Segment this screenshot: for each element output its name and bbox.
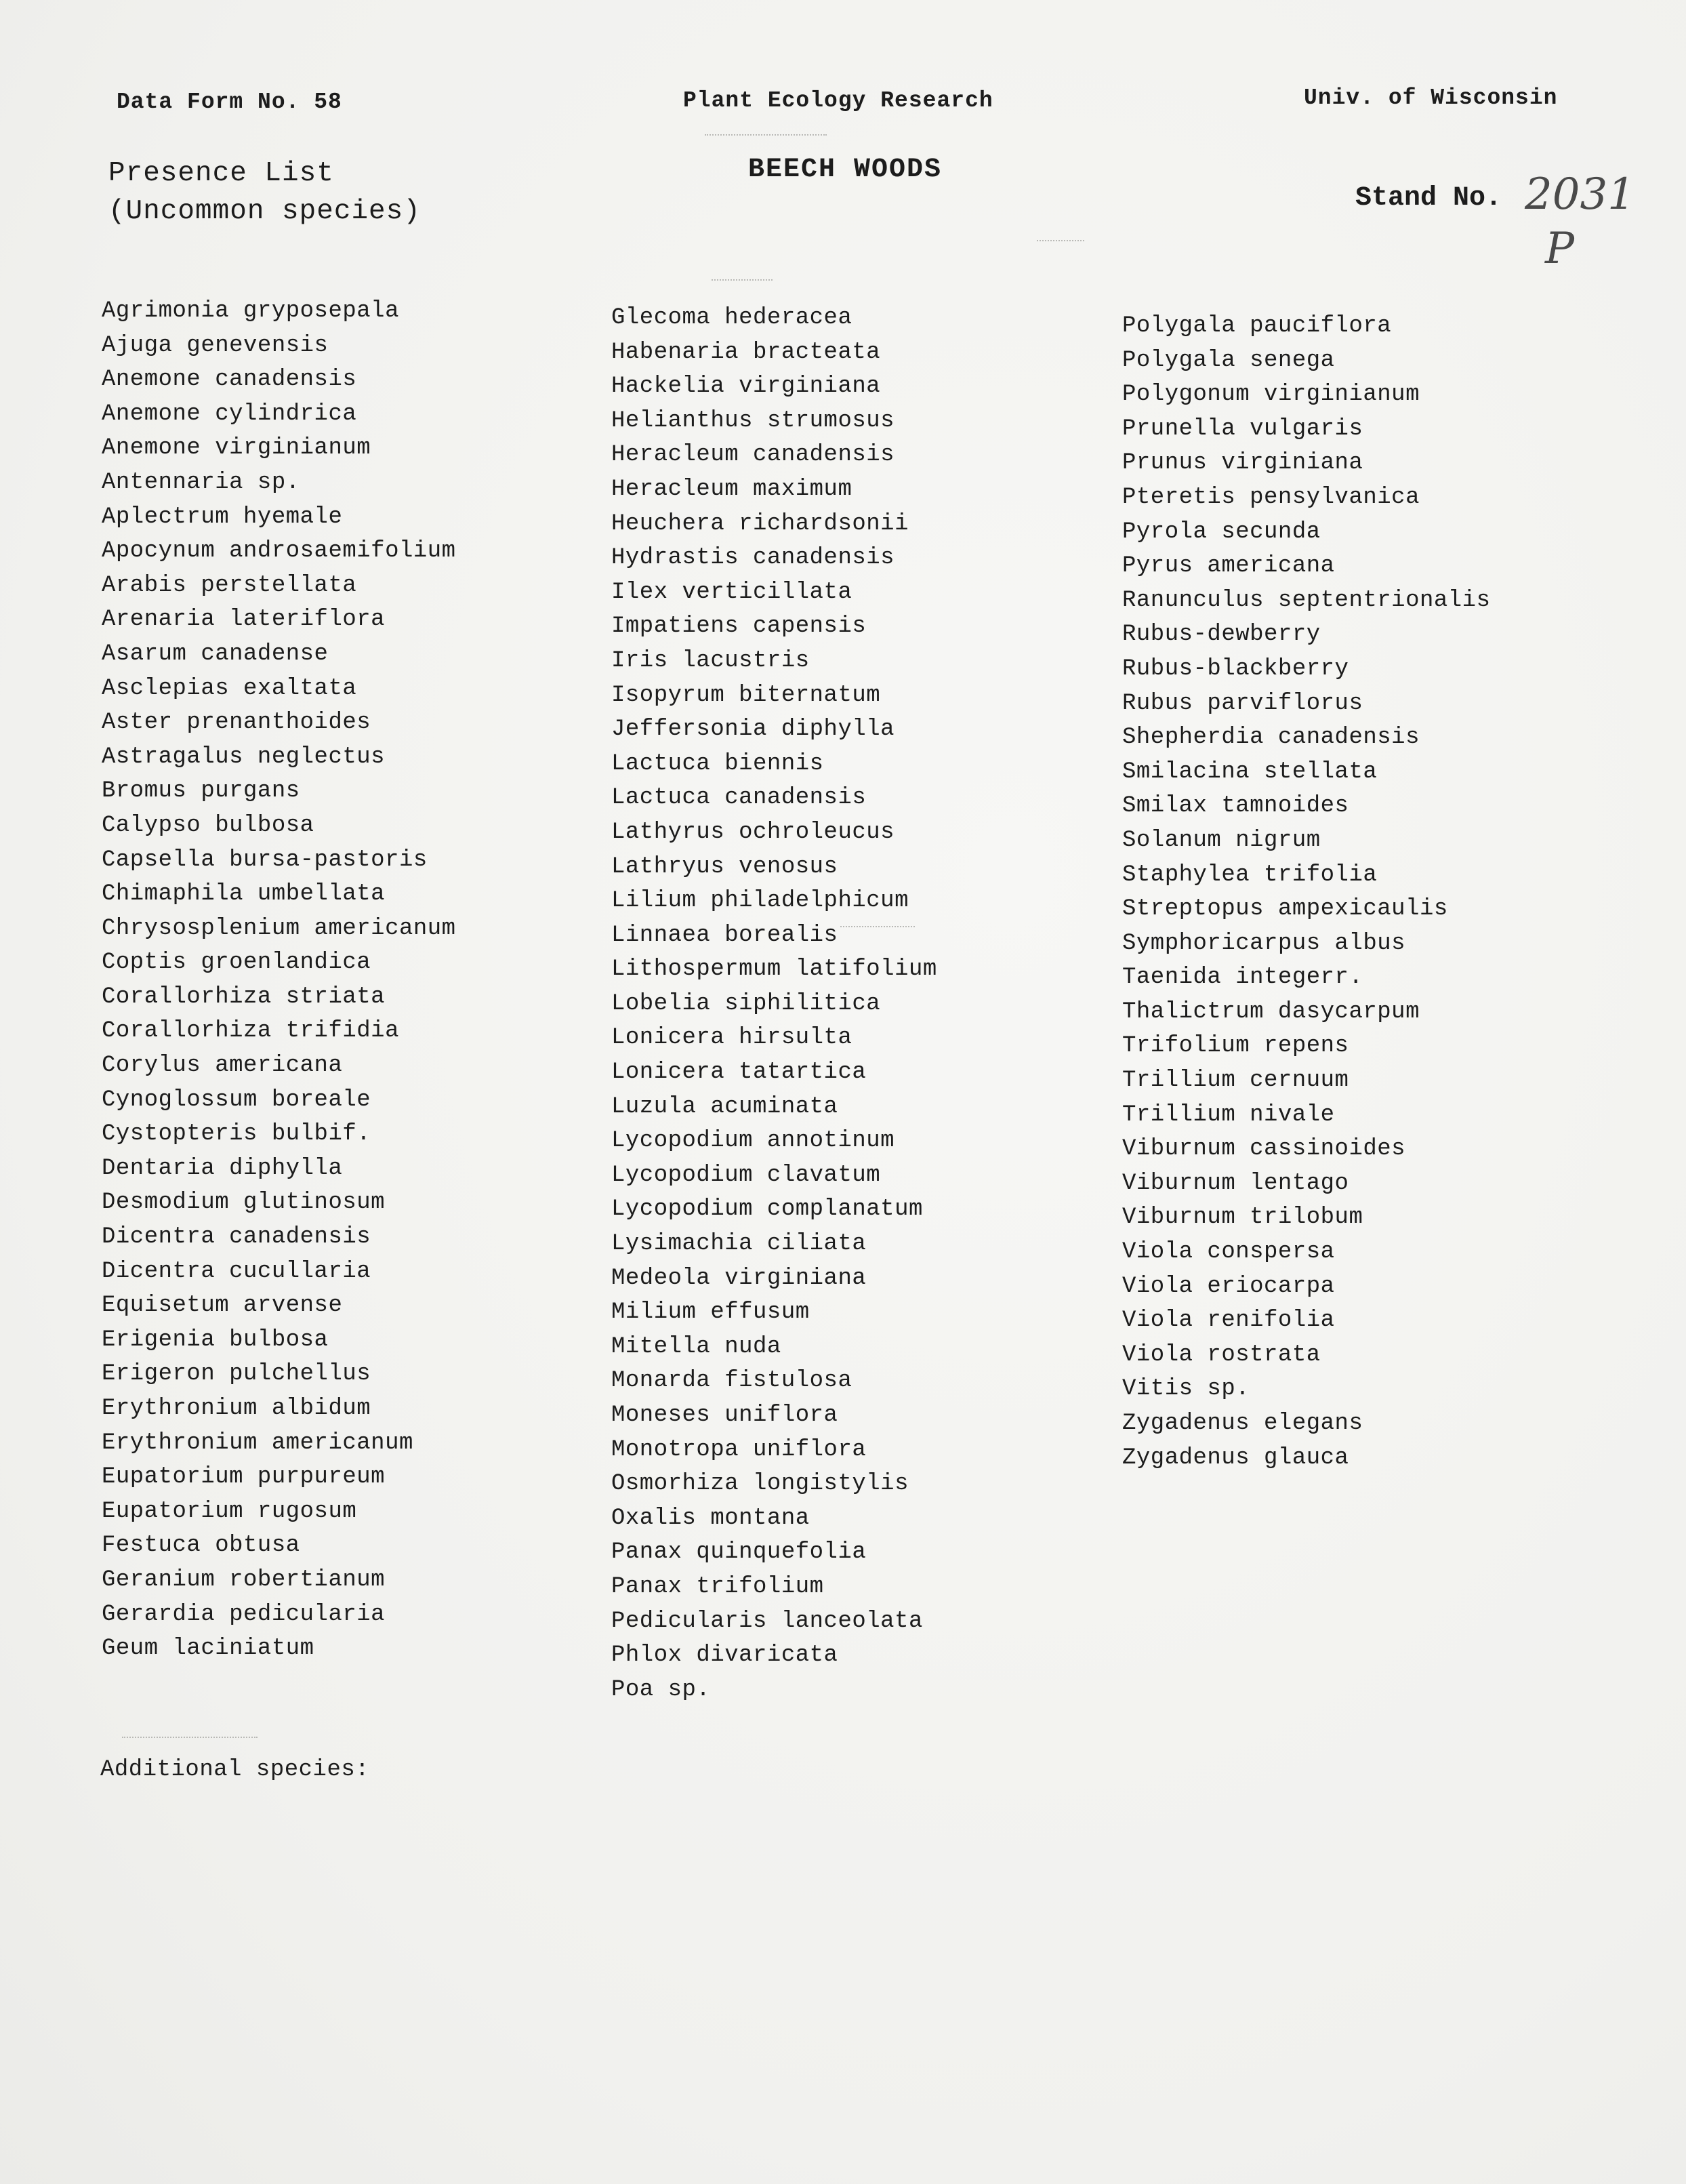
scan-artifact: [712, 279, 773, 281]
species-item: Glecoma hederacea: [611, 305, 852, 331]
species-item: Arabis perstellata: [102, 572, 357, 599]
species-item: Asarum canadense: [102, 641, 329, 667]
species-item: Symphoricarpus albus: [1122, 930, 1406, 956]
species-item: Dicentra canadensis: [102, 1224, 371, 1251]
species-item: Viola eriocarpa: [1122, 1273, 1335, 1299]
species-item: Dentaria diphylla: [102, 1155, 343, 1181]
species-item: Moneses uniflora: [611, 1402, 838, 1428]
species-item: Milium effusum: [611, 1299, 810, 1326]
species-item: Coptis groenlandica: [102, 950, 371, 976]
species-item: Agrimonia gryposepala: [102, 298, 399, 324]
species-item: Polygala senega: [1122, 347, 1335, 373]
species-item: Viburnum trilobum: [1122, 1205, 1363, 1231]
species-item: Erigenia bulbosa: [102, 1327, 329, 1353]
species-item: Monotropa uniflora: [611, 1436, 867, 1463]
stand-letter-handwritten: P: [1545, 224, 1575, 274]
species-item: Shepherdia canadensis: [1122, 725, 1420, 751]
species-item: Erythronium americanum: [102, 1430, 413, 1456]
species-item: Hackelia virginiana: [611, 373, 881, 400]
species-item: Panax quinquefolia: [611, 1539, 867, 1566]
presence-list-title: Presence List: [108, 158, 334, 189]
species-item: Prunus virginiana: [1122, 450, 1363, 477]
species-item: Anemone virginianum: [102, 435, 371, 462]
species-item: Habenaria bracteata: [611, 339, 881, 365]
species-item: Eupatorium rugosum: [102, 1498, 357, 1524]
species-item: Lysimachia ciliata: [611, 1231, 867, 1257]
species-item: Lactuca biennis: [611, 750, 824, 777]
species-item: Antennaria sp.: [102, 469, 300, 496]
species-item: Lobelia siphilitica: [611, 990, 881, 1017]
species-item: Ranunculus septentrionalis: [1122, 587, 1491, 613]
species-item: Zygadenus glauca: [1122, 1444, 1349, 1471]
species-item: Erigeron pulchellus: [102, 1361, 371, 1388]
species-item: Heracleum canadensis: [611, 442, 895, 468]
species-item: Chimaphila umbellata: [102, 881, 386, 908]
species-item: Corallorhiza striata: [102, 984, 386, 1010]
species-item: Viburnum lentago: [1122, 1170, 1349, 1196]
species-item: Lactuca canadensis: [611, 785, 867, 811]
species-item: Isopyrum biternatum: [611, 682, 881, 708]
species-item: Osmorhiza longistylis: [611, 1471, 909, 1497]
species-item: Streptopus ampexicaulis: [1122, 896, 1448, 923]
species-item: Pedicularis lanceolata: [611, 1608, 923, 1634]
species-item: Cynoglossum boreale: [102, 1087, 371, 1113]
species-item: Trillium cernuum: [1122, 1068, 1349, 1094]
species-item: Anemone canadensis: [102, 367, 357, 393]
species-column-2: [611, 301, 937, 1707]
species-item: Calypso bulbosa: [102, 812, 314, 838]
species-item: Dicentra cucullaria: [102, 1258, 371, 1285]
university-name: Univ. of Wisconsin: [1304, 85, 1558, 110]
species-item: Linnaea borealis: [611, 922, 838, 948]
organization-name: Plant Ecology Research: [683, 88, 993, 113]
species-item: Equisetum arvense: [102, 1293, 343, 1319]
species-item: Ajuga genevensis: [102, 332, 329, 359]
species-item: Taenida integerr.: [1122, 965, 1363, 991]
species-item: Bromus purgans: [102, 778, 300, 805]
species-item: Heracleum maximum: [611, 476, 852, 502]
species-item: Lonicera hirsulta: [611, 1025, 852, 1051]
species-item: Astragalus neglectus: [102, 744, 386, 770]
species-item: Oxalis montana: [611, 1505, 810, 1531]
species-item: Lycopodium clavatum: [611, 1162, 881, 1188]
species-item: Aplectrum hyemale: [102, 504, 343, 530]
species-item: Lathyrus ochroleucus: [611, 819, 895, 845]
species-item: Arenaria lateriflora: [102, 607, 386, 633]
stand-number-label: Stand No.: [1355, 183, 1502, 214]
species-item: Erythronium albidum: [102, 1396, 371, 1421]
species-item: Smilax tamnoides: [1122, 793, 1349, 820]
species-item: Pyrus americana: [1122, 553, 1335, 580]
species-item: Monarda fistulosa: [611, 1368, 852, 1394]
species-item: Viola renifolia: [1122, 1308, 1335, 1334]
species-item: Ilex verticillata: [611, 579, 852, 605]
species-item: Pteretis pensylvanica: [1122, 484, 1420, 510]
stand-number-handwritten: 2031: [1525, 169, 1635, 220]
species-item: Geum laciniatum: [102, 1636, 314, 1662]
species-item: Helianthus strumosus: [611, 407, 895, 434]
species-item: Polygala pauciflora: [1122, 313, 1392, 339]
species-item: Lonicera tatartica: [611, 1059, 867, 1086]
species-item: Trillium nivale: [1122, 1101, 1335, 1128]
species-item: Festuca obtusa: [102, 1533, 300, 1559]
species-item: Prunella vulgaris: [1122, 416, 1363, 442]
species-item: Desmodium glutinosum: [102, 1190, 386, 1216]
species-item: Impatiens capensis: [611, 613, 867, 640]
species-item: Staphylea trifolia: [1122, 862, 1378, 888]
species-item: Heuchera richardsonii: [611, 510, 909, 537]
species-column-3: [1122, 309, 1491, 1475]
species-item: Aster prenanthoides: [102, 710, 371, 736]
species-item: Corylus americana: [102, 1053, 343, 1079]
species-item: Viburnum cassinoides: [1122, 1136, 1406, 1162]
presence-list-subtitle: (Uncommon species): [108, 196, 421, 227]
species-item: Lithospermum latifolium: [611, 956, 937, 983]
species-item: Luzula acuminata: [611, 1093, 838, 1120]
species-item: Cystopteris bulbif.: [102, 1121, 371, 1148]
species-item: Rubus parviflorus: [1122, 690, 1363, 716]
species-item: Solanum nigrum: [1122, 827, 1321, 853]
species-item: Lycopodium annotinum: [611, 1128, 895, 1154]
scan-artifact: [840, 926, 915, 927]
species-item: Medeola virginiana: [611, 1265, 867, 1291]
species-item: Thalictrum dasycarpum: [1122, 998, 1420, 1025]
species-item: Viola conspersa: [1122, 1239, 1335, 1266]
species-item: Apocynum androsaemifolium: [102, 538, 456, 565]
species-item: Corallorhiza trifidia: [102, 1018, 399, 1045]
species-item: Pyrola secunda: [1122, 519, 1321, 545]
additional-species-label: Additional species:: [100, 1757, 370, 1783]
species-item: Vitis sp.: [1122, 1376, 1250, 1402]
form-number: Data Form No. 58: [117, 89, 342, 115]
scan-artifact: [122, 1737, 258, 1738]
species-item: Gerardia pedicularia: [102, 1601, 386, 1627]
species-item: Geranium robertianum: [102, 1566, 386, 1593]
species-item: Viola rostrata: [1122, 1341, 1321, 1368]
species-column-1: [102, 294, 456, 1666]
species-item: Asclepias exaltata: [102, 675, 357, 702]
species-item: Phlox divaricata: [611, 1642, 838, 1669]
species-item: Rubus-blackberry: [1122, 655, 1349, 682]
species-item: Iris lacustris: [611, 647, 810, 674]
species-item: Trifolium repens: [1122, 1033, 1349, 1059]
species-item: Rubus-dewberry: [1122, 622, 1321, 648]
species-item: Anemone cylindrica: [102, 401, 357, 427]
species-item: Zygadenus elegans: [1122, 1411, 1363, 1436]
species-item: Chrysosplenium americanum: [102, 915, 456, 942]
species-item: Lathryus venosus: [611, 853, 838, 880]
species-item: Poa sp.: [611, 1676, 711, 1703]
species-item: Lilium philadelphicum: [611, 888, 909, 914]
species-item: Smilacina stellata: [1122, 759, 1378, 785]
species-item: Mitella nuda: [611, 1333, 781, 1360]
species-item: Eupatorium purpureum: [102, 1464, 386, 1491]
scan-artifact: [1037, 240, 1084, 241]
species-item: Hydrastis canadensis: [611, 545, 895, 571]
page-title: BEECH WOODS: [748, 155, 943, 185]
species-item: Jeffersonia diphylla: [611, 716, 895, 743]
presence-list-heading: [108, 155, 421, 230]
species-item: Lycopodium complanatum: [611, 1196, 923, 1223]
species-item: Capsella bursa-pastoris: [102, 847, 428, 873]
scan-artifact: [705, 134, 827, 136]
species-item: Polygonum virginianum: [1122, 382, 1420, 408]
species-item: Panax trifolium: [611, 1573, 824, 1600]
